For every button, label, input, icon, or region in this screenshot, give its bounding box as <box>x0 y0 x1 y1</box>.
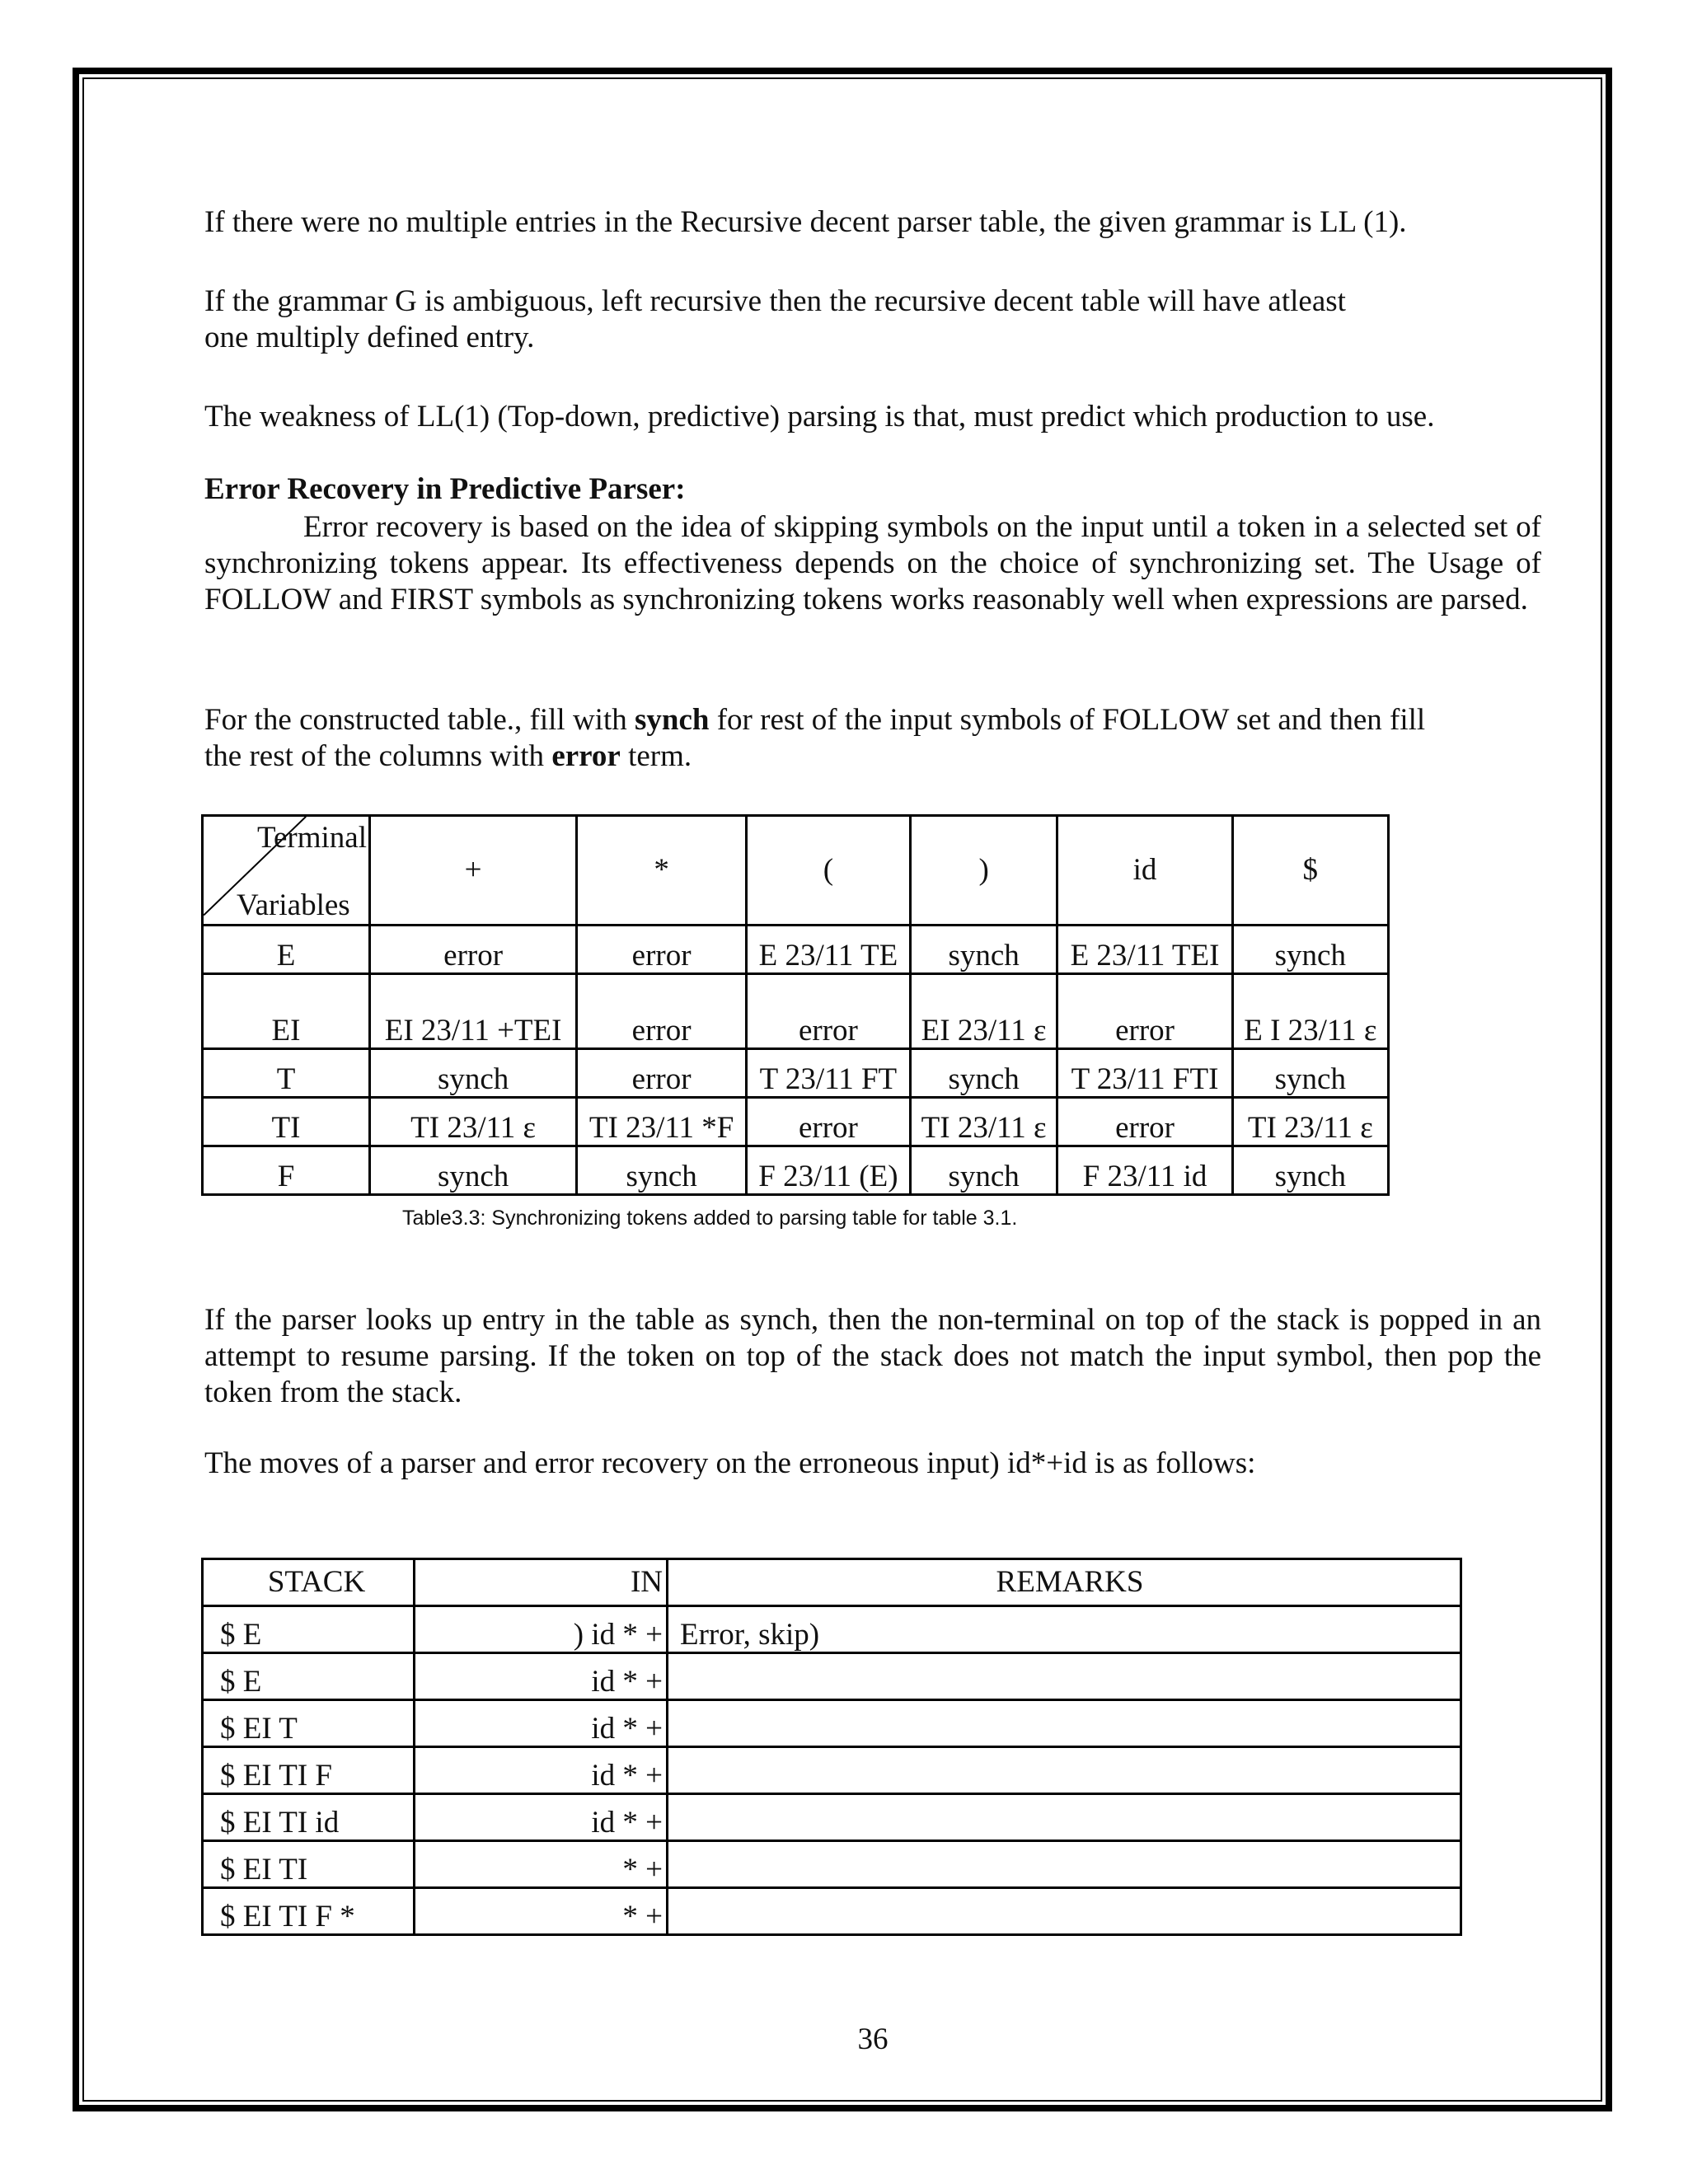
table-cell: error <box>747 974 911 1049</box>
table-row-F <box>203 1146 1389 1195</box>
fill-text-2: for rest of the input symbols of FOLLOW set and then fill <box>709 703 1426 737</box>
stack-cell: $ EI T <box>203 1700 415 1747</box>
paragraph-moves-intro: The moves of a parser and error recovery on the erroneous input) id*+id is as follows: <box>204 1446 1256 1480</box>
input-cell: id * + <box>415 1700 668 1747</box>
header-input: IN <box>415 1559 668 1606</box>
table-row-TI <box>203 1098 1389 1146</box>
header-cell: id <box>1057 816 1232 926</box>
stack-cell: $ EI TI id <box>203 1794 415 1841</box>
header-cell: ) <box>910 816 1057 926</box>
fill-text-3: the rest of the columns with <box>204 739 552 773</box>
fill-error-bold: error <box>551 739 621 773</box>
corner-terminal-label: Terminal <box>256 821 367 855</box>
table-cell: E 23/11 TE <box>747 926 911 974</box>
page-number: 36 <box>857 2022 889 2056</box>
table-caption: Table3.3: Synchronizing tokens added to parsing table for table 3.1. <box>402 1207 1018 1230</box>
moves-row <box>203 1700 1461 1747</box>
stack-cell: $ EI TI F * <box>203 1888 415 1935</box>
table-cell: T 23/11 FTI <box>1057 1049 1232 1098</box>
table-cell: synch <box>910 926 1057 974</box>
table-cell: error <box>370 926 577 974</box>
table-cell: error <box>747 1098 911 1146</box>
table-cell: error <box>1057 974 1232 1049</box>
table-cell: synch <box>370 1049 577 1098</box>
table-cell: error <box>577 926 747 974</box>
paragraph-synch-explanation: If the parser looks up entry in the table as synch, then the non-terminal on top of the stack is popped in an attempt to resume parsing. If the token on top of the stack does not match the input symbol, then pop the token from the stack. <box>204 1303 1541 1409</box>
moves-row <box>203 1747 1461 1794</box>
row-variable: TI <box>203 1098 370 1146</box>
input-cell: id * + <box>415 1747 668 1794</box>
header-cell: + <box>370 816 577 926</box>
remarks-cell <box>668 1794 1461 1841</box>
fill-text-1: For the constructed table., fill with <box>204 703 635 737</box>
paragraph-weakness: The weakness of LL(1) (Top-down, predictive) parsing is that, must predict which production to use. <box>204 400 1435 434</box>
moves-row <box>203 1794 1461 1841</box>
remarks-cell: Error, skip) <box>668 1606 1461 1653</box>
remarks-cell <box>668 1653 1461 1700</box>
moves-table-header <box>203 1559 1461 1606</box>
moves-row <box>203 1888 1461 1935</box>
table-cell: EI 23/11 ε <box>910 974 1057 1049</box>
corner-cell <box>203 816 370 926</box>
table-cell: E 23/11 TEI <box>1057 926 1232 974</box>
row-variable: T <box>203 1049 370 1098</box>
remarks-cell <box>668 1888 1461 1935</box>
moves-table <box>201 1558 1462 1936</box>
table-cell: TI 23/11 *F <box>577 1098 747 1146</box>
row-variable: E <box>203 926 370 974</box>
table-cell: synch <box>370 1146 577 1195</box>
table-cell: synch <box>910 1146 1057 1195</box>
moves-row <box>203 1841 1461 1888</box>
input-cell: ) id * + <box>415 1606 668 1653</box>
paragraph-fill-synch <box>204 702 1425 775</box>
paragraph-error-recovery: Error recovery is based on the idea of skipping symbols on the input until a token in a selected set of synchronizing tokens appear. Its effectiveness depends on the choice of synchronizing set. The Usage of FOLLOW and FIRST symbols as synchronizing tokens works reasonably well when expressions are parsed. <box>204 510 1541 616</box>
row-variable: F <box>203 1146 370 1195</box>
table-cell: F 23/11 (E) <box>747 1146 911 1195</box>
stack-cell: $ E <box>203 1653 415 1700</box>
table-row-EI <box>203 974 1389 1049</box>
table-cell: T 23/11 FT <box>747 1049 911 1098</box>
remarks-cell <box>668 1700 1461 1747</box>
table-cell: TI 23/11 ε <box>910 1098 1057 1146</box>
table-cell: error <box>577 1049 747 1098</box>
input-cell: * + <box>415 1888 668 1935</box>
paragraph-ambiguous-line2: one multiply defined entry. <box>204 321 535 354</box>
moves-row <box>203 1606 1461 1653</box>
input-cell: * + <box>415 1841 668 1888</box>
row-variable: EI <box>203 974 370 1049</box>
paragraph-ambiguous-line1: If the grammar G is ambiguous, left recursive then the recursive decent table will have atleast <box>204 284 1346 318</box>
table-cell: EI 23/11 +TEI <box>370 974 577 1049</box>
input-cell: id * + <box>415 1794 668 1841</box>
header-cell: $ <box>1232 816 1388 926</box>
table-cell: TI 23/11 ε <box>1232 1098 1388 1146</box>
remarks-cell <box>668 1747 1461 1794</box>
table-cell: TI 23/11 ε <box>370 1098 577 1146</box>
parsing-table-header <box>203 816 1389 926</box>
table-cell: error <box>1057 1098 1232 1146</box>
paragraph-ambiguous <box>204 284 1346 356</box>
input-cell: id * + <box>415 1653 668 1700</box>
table-cell: F 23/11 id <box>1057 1146 1232 1195</box>
moves-row <box>203 1653 1461 1700</box>
table-row-T <box>203 1049 1389 1098</box>
header-cell: ( <box>747 816 911 926</box>
header-cell: * <box>577 816 747 926</box>
table-row-E <box>203 926 1389 974</box>
paragraph-ll1: If there were no multiple entries in the Recursive decent parser table, the given grammar is LL (1). <box>204 205 1407 239</box>
table-cell: synch <box>1232 926 1388 974</box>
stack-cell: $ EI TI F <box>203 1747 415 1794</box>
table-cell: synch <box>1232 1146 1388 1195</box>
fill-synch-bold: synch <box>635 703 710 737</box>
section-heading: Error Recovery in Predictive Parser: <box>204 472 686 506</box>
table-cell: synch <box>1232 1049 1388 1098</box>
fill-text-4: term. <box>620 739 692 773</box>
corner-variables-label: Variables <box>237 888 350 922</box>
table-cell: error <box>577 974 747 1049</box>
table-cell: synch <box>577 1146 747 1195</box>
stack-cell: $ E <box>203 1606 415 1653</box>
remarks-cell <box>668 1841 1461 1888</box>
stack-cell: $ EI TI <box>203 1841 415 1888</box>
header-remarks: REMARKS <box>668 1559 1461 1606</box>
header-stack: STACK <box>203 1559 415 1606</box>
parsing-table <box>201 814 1390 1196</box>
table-cell: synch <box>910 1049 1057 1098</box>
table-cell: E I 23/11 ε <box>1232 974 1388 1049</box>
